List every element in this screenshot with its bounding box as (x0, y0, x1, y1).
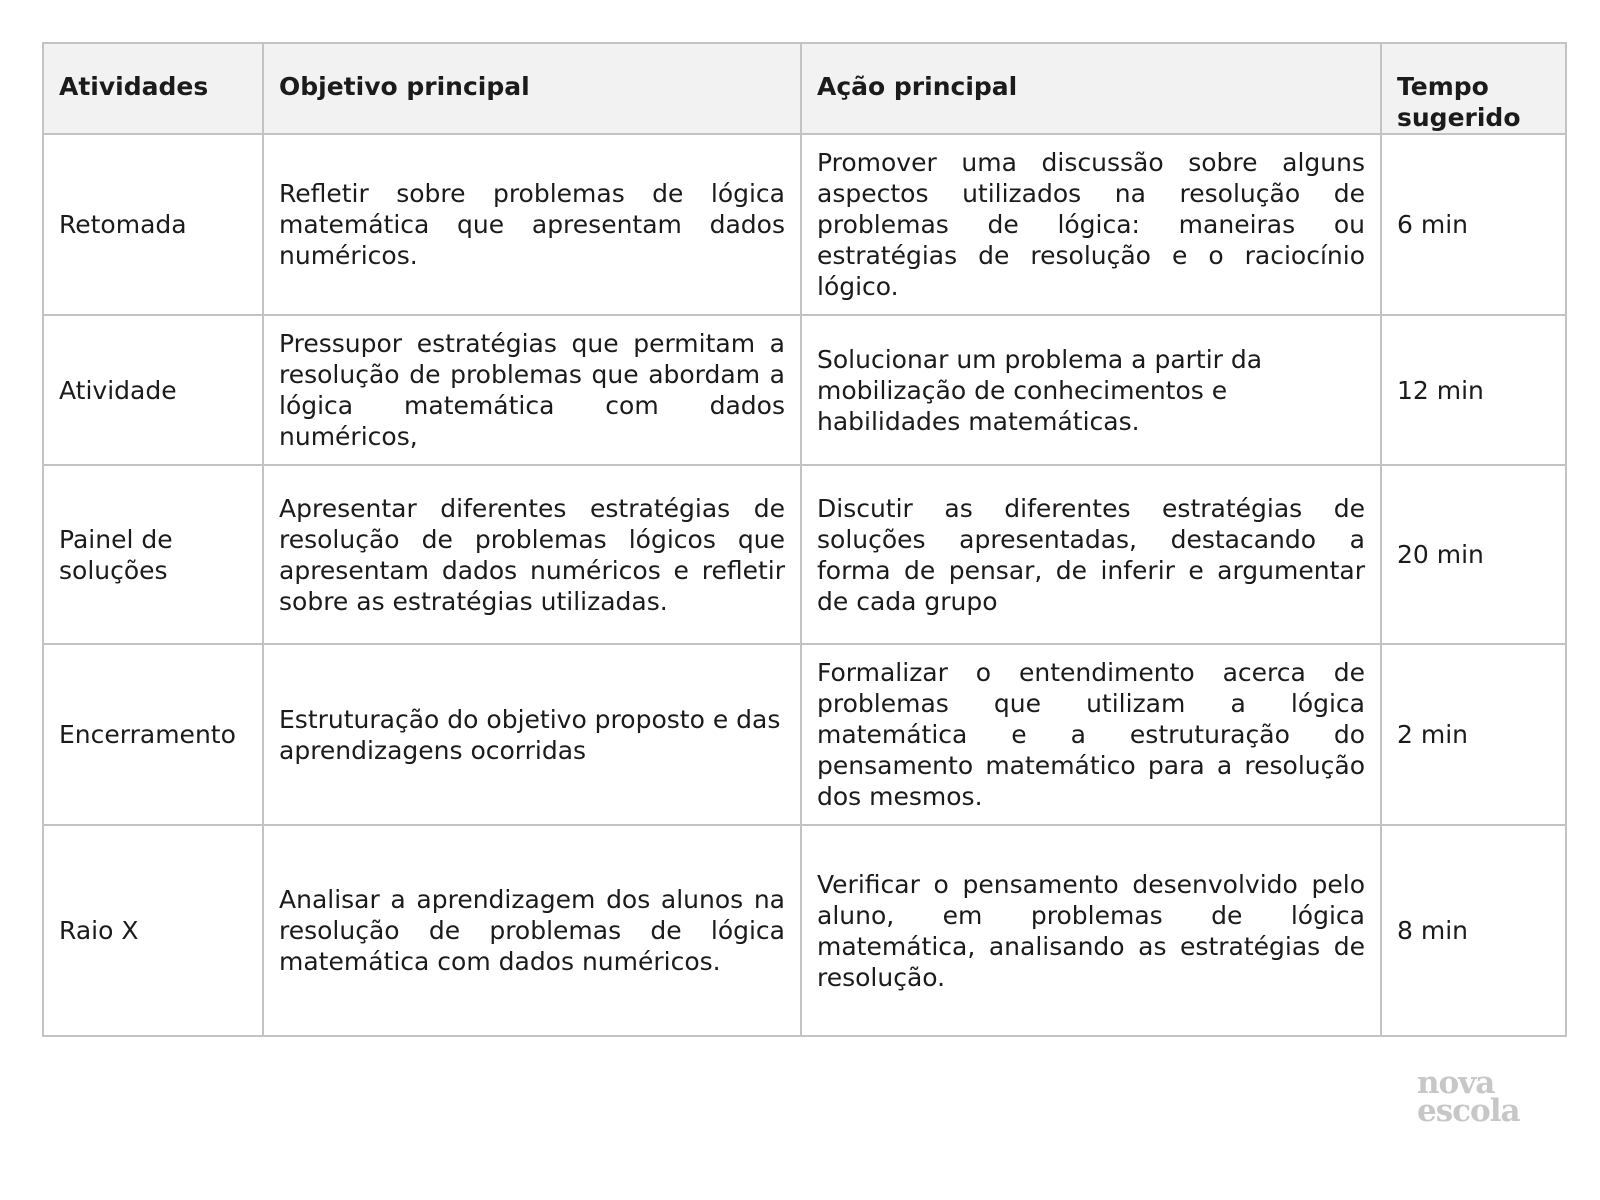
logo-line-escola: escola (1417, 1093, 1520, 1129)
cell-objetivo: Apresentar diferentes estratégias de resolução de problemas lógicos que apresentam dados numéricos e refletir sobre as estratégias utilizadas. (263, 465, 801, 644)
cell-tempo: 12 min (1381, 315, 1566, 465)
activities-table-container (42, 42, 1565, 1037)
cell-tempo: 20 min (1381, 465, 1566, 644)
cell-tempo: 8 min (1381, 825, 1566, 1036)
header-atividades: Atividades (43, 43, 263, 134)
table-row (43, 825, 1566, 1036)
cell-acao: Promover uma discussão sobre alguns aspectos utilizados na resolução de problemas de lógica: maneiras ou estratégias de resolução e o raciocínio lógico. (801, 134, 1381, 315)
header-objetivo: Objetivo principal (263, 43, 801, 134)
nova-escola-logo (1417, 1065, 1520, 1129)
cell-atividade: Retomada (43, 134, 263, 315)
cell-atividade: Raio X (43, 825, 263, 1036)
table-row (43, 315, 1566, 465)
cell-objetivo: Analisar a aprendizagem dos alunos na resolução de problemas de lógica matemática com dados numéricos. (263, 825, 801, 1036)
cell-tempo: 2 min (1381, 644, 1566, 825)
cell-atividade: Painel de soluções (43, 465, 263, 644)
activities-table (42, 42, 1567, 1037)
cell-objetivo: Pressupor estratégias que permitam a resolução de problemas que abordam a lógica matemática com dados numéricos, (263, 315, 801, 465)
cell-objetivo: Refletir sobre problemas de lógica matemática que apresentam dados numéricos. (263, 134, 801, 315)
cell-atividade: Encerramento (43, 644, 263, 825)
cell-acao: Solucionar um problema a partir da mobilização de conhecimentos e habilidades matemáticas. (801, 315, 1381, 465)
table-row (43, 644, 1566, 825)
cell-acao: Verificar o pensamento desenvolvido pelo aluno, em problemas de lógica matemática, analisando as estratégias de resolução. (801, 825, 1381, 1036)
cell-tempo: 6 min (1381, 134, 1566, 315)
cell-atividade: Atividade (43, 315, 263, 465)
cell-objetivo: Estruturação do objetivo proposto e das aprendizagens ocorridas (263, 644, 801, 825)
header-tempo: Tempo sugerido (1381, 43, 1566, 134)
table-row (43, 465, 1566, 644)
cell-acao: Discutir as diferentes estratégias de soluções apresentadas, destacando a forma de pensar, de inferir e argumentar de cada grupo (801, 465, 1381, 644)
logo-line-nova: nova (1417, 1065, 1495, 1101)
table-row (43, 134, 1566, 315)
cell-acao: Formalizar o entendimento acerca de problemas que utilizam a lógica matemática e a estruturação do pensamento matemático para a resolução dos mesmos. (801, 644, 1381, 825)
header-acao: Ação principal (801, 43, 1381, 134)
table-header-row (43, 43, 1566, 134)
